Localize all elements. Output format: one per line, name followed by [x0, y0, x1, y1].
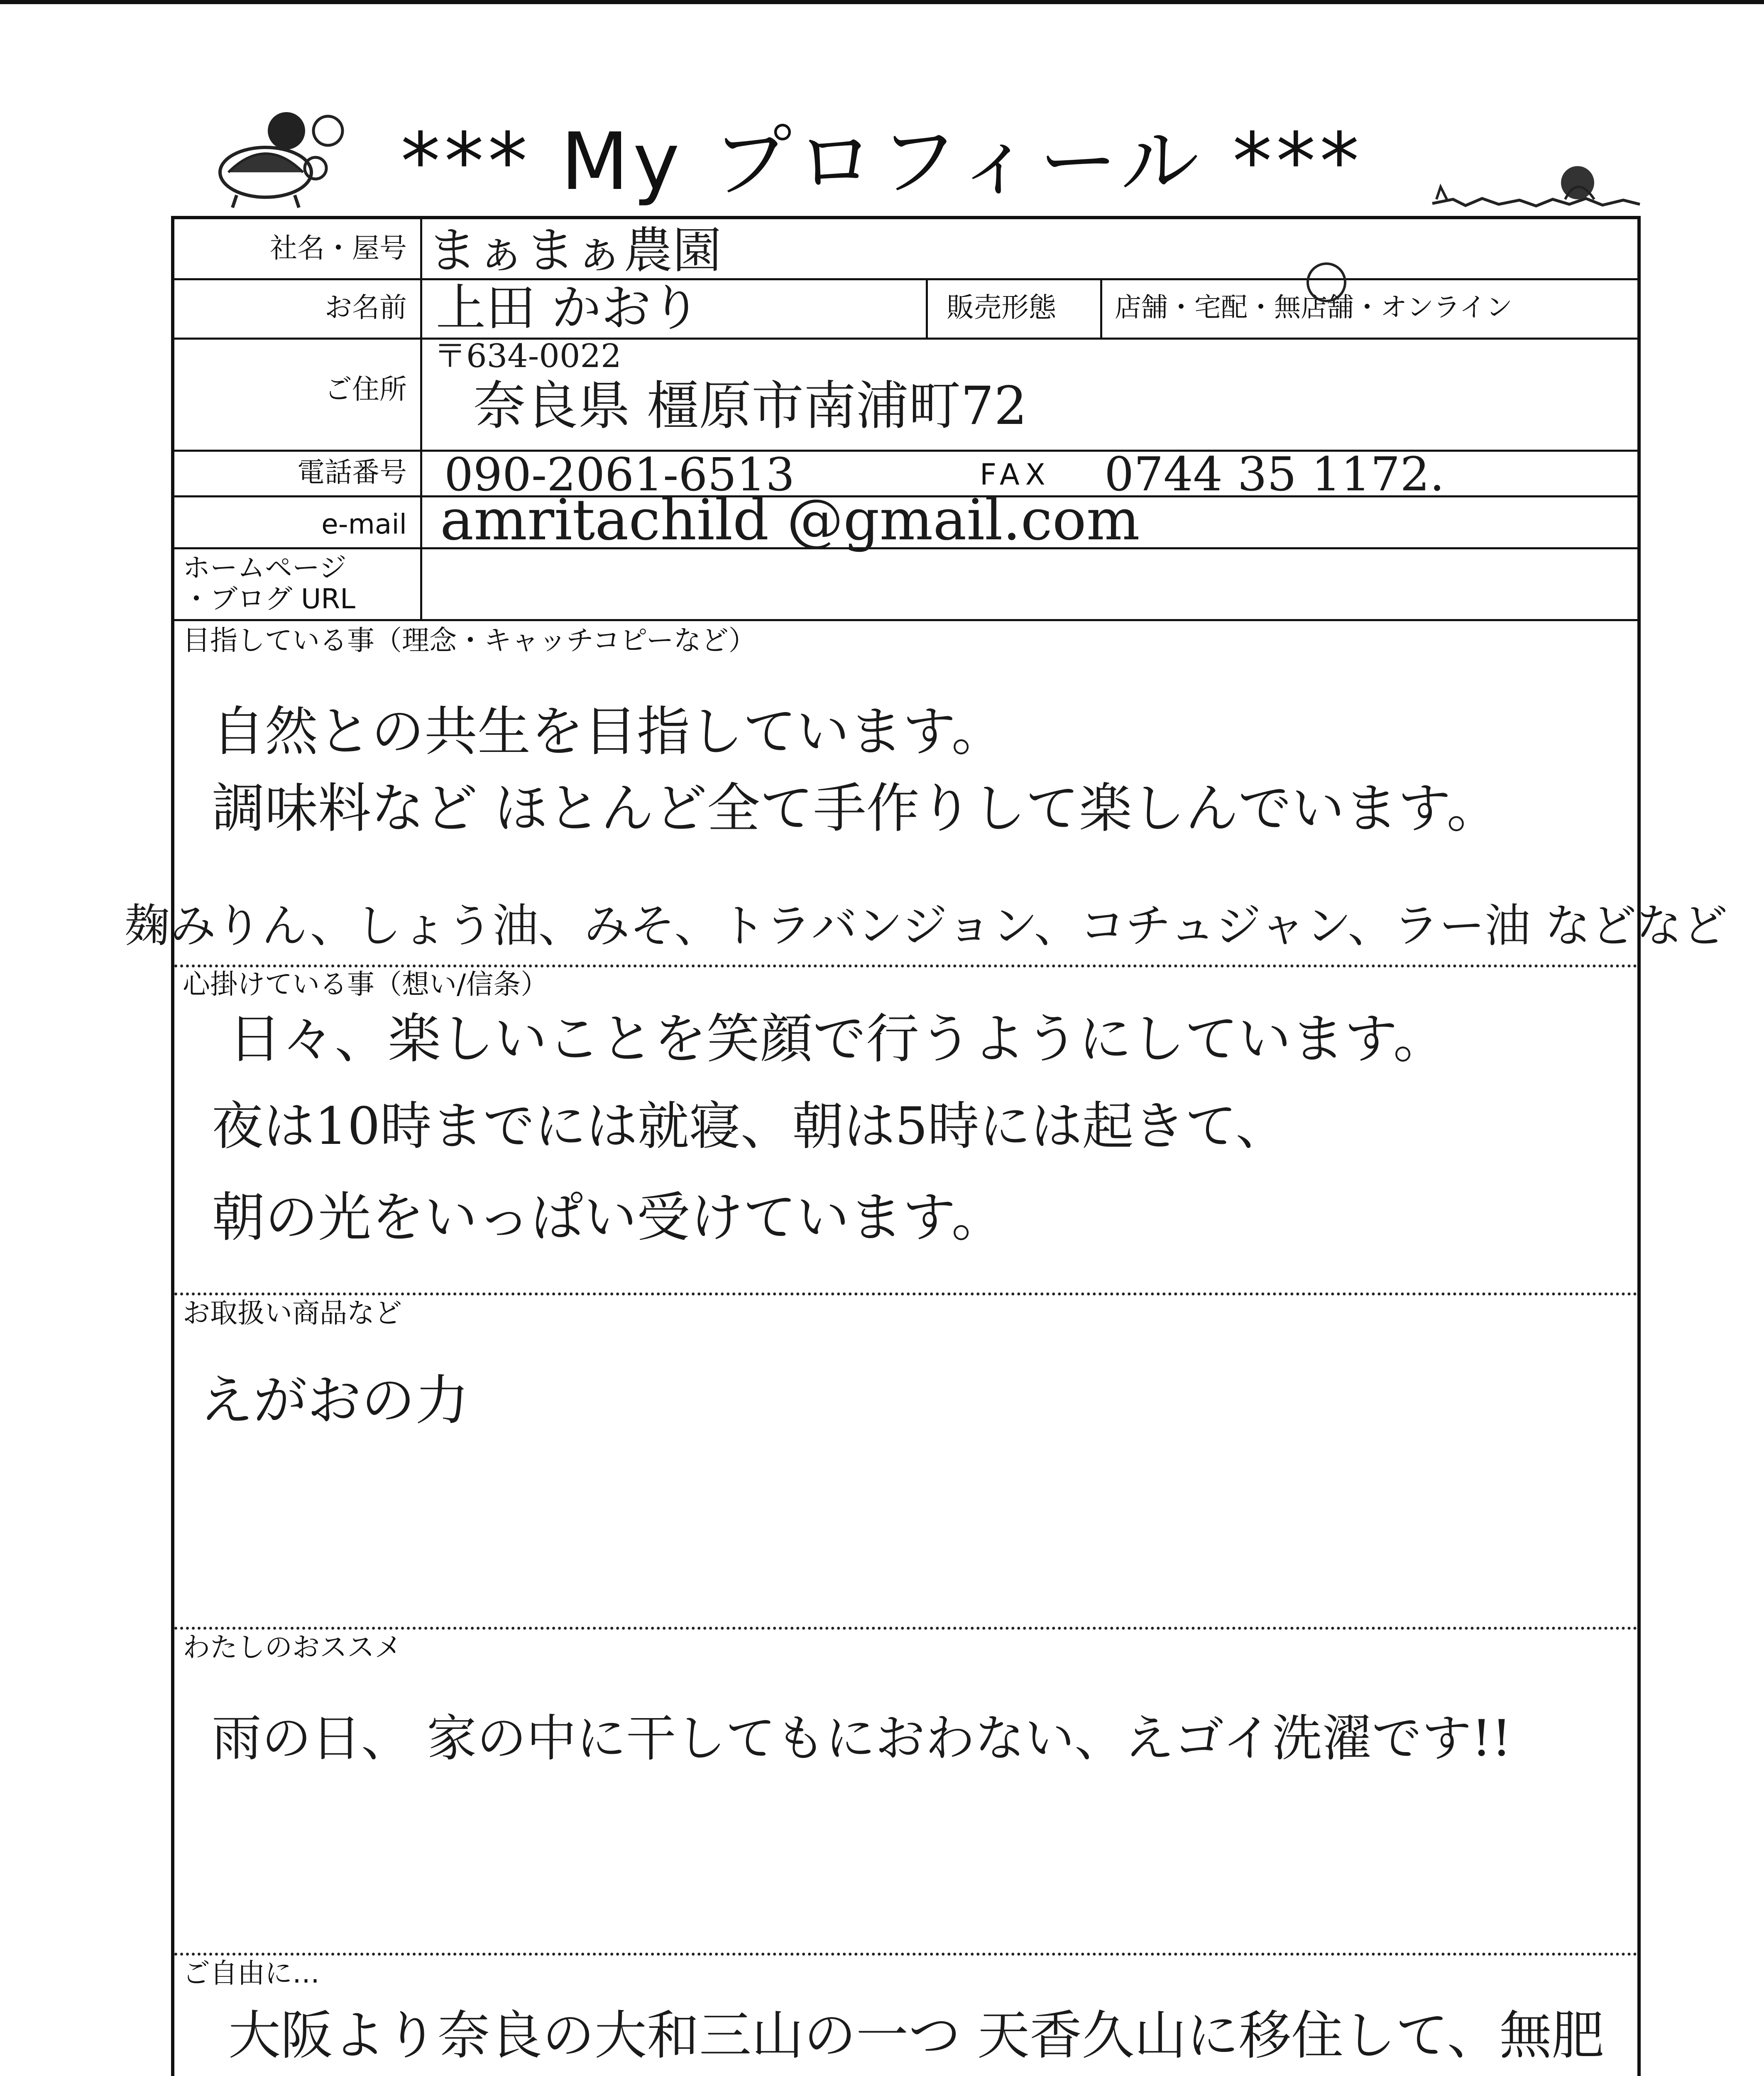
top-rule [0, 0, 1764, 4]
address-label: ご住所 [325, 373, 407, 405]
homepage-label-line1: ホームページ [183, 552, 347, 584]
name-value: 上田 かおり [436, 279, 701, 337]
fax-label: FAX [980, 458, 1051, 492]
beliefs-line-3: 朝の光をいっぱい受けています。 [212, 1187, 1005, 1249]
goals-line-3: 麹みりん、しょう油、みそ、トラバンジョン、コチュジャン、ラー油 などなど [125, 899, 1728, 952]
sales-label: 販売形態 [947, 291, 1056, 323]
company-value: まぁまぁ農園 [428, 222, 722, 279]
phone-value: 090-2061-6513 [444, 448, 795, 501]
address-value: 奈良県 橿原市南浦町72 [473, 375, 1028, 436]
beliefs-line-1: 日々、楽しいことを笑顔で行うようにしています。 [228, 1008, 1446, 1070]
profile-form [171, 216, 1641, 2076]
recommend-line-1: 雨の日、 家の中に干してもにおわない、えゴイ洗濯です!! [212, 1710, 1512, 1768]
circled-option-mark [1304, 260, 1349, 305]
recommend-label: わたしのおススメ [183, 1631, 402, 1663]
free-line-1: 大阪より奈良の大和三山の一つ 天香久山に移住して、無肥 [228, 2005, 1604, 2066]
goals-line-1: 自然との共生を目指しています。 [212, 701, 1005, 763]
beliefs-label: 心掛けている事（想い/信条） [183, 968, 548, 1000]
email-value: amritachild @gmail.com [440, 487, 1140, 553]
name-label: お名前 [325, 291, 407, 323]
company-label: 社名・屋号 [270, 232, 407, 264]
homepage-label-line2: ・ブログ URL [183, 583, 355, 615]
page-title: *** My プロフィール *** [401, 116, 1363, 208]
phone-label: 電話番号 [297, 456, 407, 488]
postal-value: 〒634-0022 [434, 338, 621, 375]
free-label: ご自由に… [183, 1957, 320, 1989]
products-line-1: えがおの力 [199, 1369, 470, 1432]
beliefs-line-2: 夜は10時までには就寝、朝は5時には起きて、 [212, 1097, 1287, 1156]
products-label: お取扱い商品など [183, 1297, 402, 1329]
sales-options: 店舗・宅配・無店舗・オンライン [1115, 292, 1513, 323]
fax-value: 0744 35 1172. [1104, 448, 1445, 502]
goals-label: 目指している事（理念・キャッチコピーなど） [183, 624, 756, 656]
goals-line-2: 調味料など ほとんど全て手作りして楽しんでいます。 [212, 778, 1500, 840]
email-label: e-mail [321, 508, 407, 540]
